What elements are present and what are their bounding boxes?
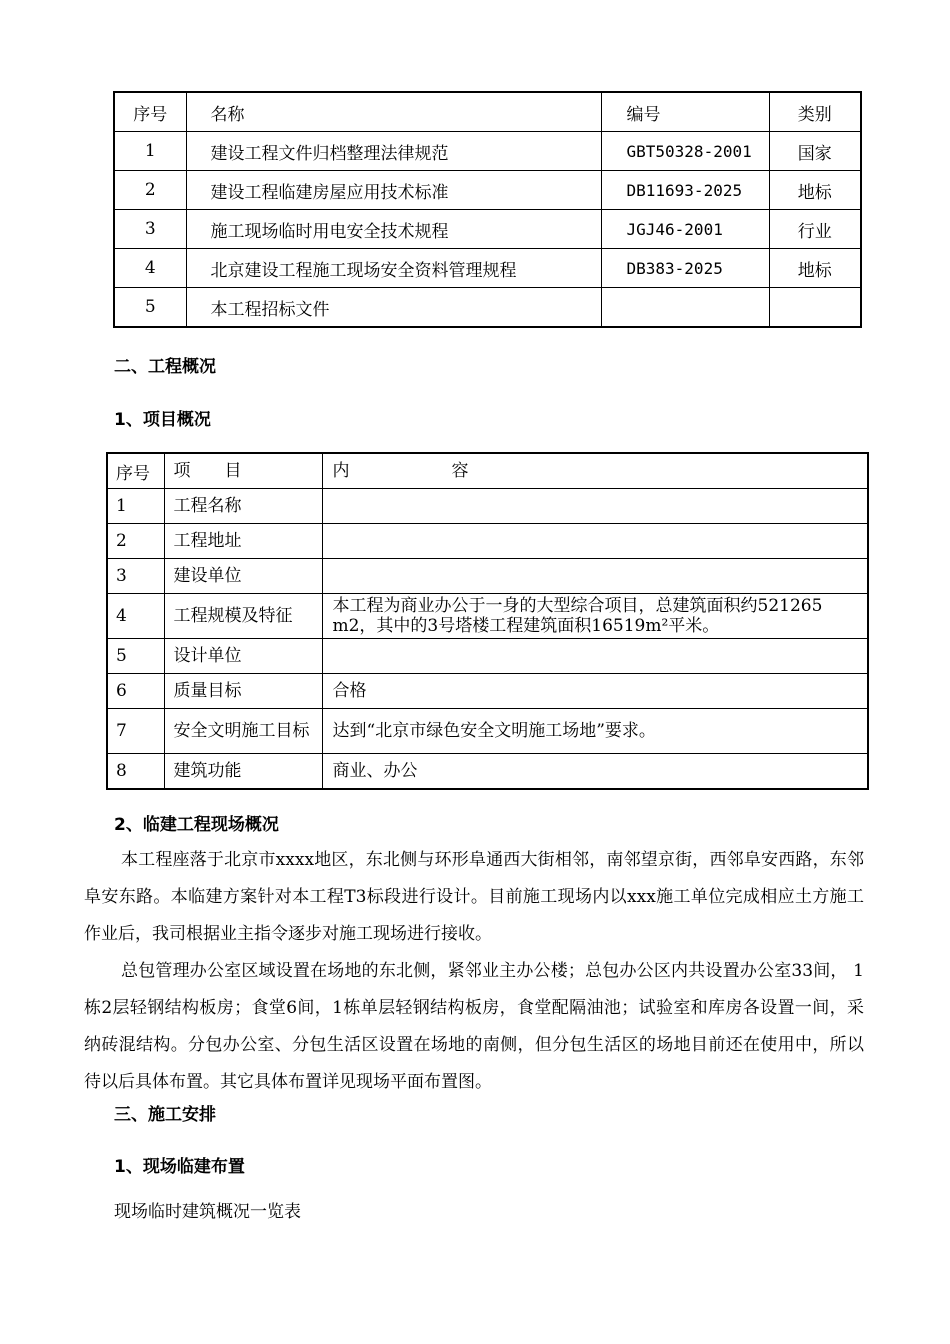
body-paragraph: 总包管理办公室区域设置在场地的东北侧，紧邻业主办公楼；总包办公区内共设置办公室33间， 1栋2层轻钢结构板房；食堂6间，1栋单层轻钢结构板房，食堂配隔油池；试验室和库房各设置一间，采纳砖混结构。分包办公室、分包生活区设置在场地的南侧，但分包生活区的场地目前还在使用中，所以待以后具体布置。其它具体布置详见现场平面布置图。	[84, 961, 864, 1092]
cell-content: 达到“北京市绿色安全文明施工场地”要求。	[322, 709, 868, 754]
cell-code: DB11693-2025	[601, 171, 769, 210]
table-row	[107, 524, 868, 559]
cell-content: 本工程为商业办公于一身的大型综合项目，总建筑面积约521265 m2，其中的3号塔楼工程建筑面积16519m²平米。	[322, 594, 868, 639]
table-caption: 现场临时建筑概况一览表	[114, 1202, 301, 1222]
project-overview-table	[106, 452, 869, 790]
body-paragraph: 本工程座落于北京市xxxx地区，东北侧与环形阜通西大街相邻，南邻望京街，西邻阜安西路，东邻阜安东路。本临建方案针对本工程T3标段进行设计。目前施工现场内以xxx施工单位完成相应土方施工作业后，我司根据业主指令逐步对施工现场进行接收。	[84, 850, 864, 944]
cell-category: 地标	[769, 171, 861, 210]
header-code: 编号	[601, 92, 769, 132]
table-header-row	[114, 92, 861, 132]
cell-content	[322, 639, 868, 674]
cell-item: 设计单位	[164, 639, 322, 674]
cell-content	[322, 559, 868, 594]
table-row	[107, 674, 868, 709]
cell-content: 合格	[322, 674, 868, 709]
cell-content: 商业、办公	[322, 754, 868, 790]
table-row	[114, 288, 861, 328]
cell-name: 施工现场临时用电安全技术规程	[186, 210, 601, 249]
cell-category: 国家	[769, 132, 861, 171]
table-header-row	[107, 453, 868, 489]
table-row	[107, 709, 868, 754]
header-name: 名称	[186, 92, 601, 132]
cell-item: 建筑功能	[164, 754, 322, 790]
cell-no: 5	[114, 288, 186, 328]
table-row	[114, 249, 861, 288]
cell-item: 工程规模及特征	[164, 594, 322, 639]
header-no: 序号	[107, 453, 164, 489]
table-row	[107, 639, 868, 674]
cell-item: 工程名称	[164, 489, 322, 524]
table-row	[114, 171, 861, 210]
cell-name: 建设工程文件归档整理法律规范	[186, 132, 601, 171]
cell-code	[601, 288, 769, 328]
cell-category: 地标	[769, 249, 861, 288]
cell-no: 1	[107, 489, 164, 524]
cell-code: GBT50328-2001	[601, 132, 769, 171]
cell-code: JGJ46-2001	[601, 210, 769, 249]
table-row	[107, 754, 868, 790]
table-row	[107, 489, 868, 524]
cell-no: 1	[114, 132, 186, 171]
cell-content	[322, 524, 868, 559]
cell-name: 北京建设工程施工现场安全资料管理规程	[186, 249, 601, 288]
header-category: 类别	[769, 92, 861, 132]
cell-no: 6	[107, 674, 164, 709]
table-row	[107, 559, 868, 594]
section-heading: 二、工程概况	[114, 357, 216, 377]
header-content: 内 容	[322, 453, 868, 489]
cell-no: 2	[107, 524, 164, 559]
cell-no: 3	[114, 210, 186, 249]
cell-no: 2	[114, 171, 186, 210]
table-row	[114, 132, 861, 171]
cell-item: 质量目标	[164, 674, 322, 709]
cell-no: 5	[107, 639, 164, 674]
cell-no: 8	[107, 754, 164, 790]
cell-item: 建设单位	[164, 559, 322, 594]
table-row	[114, 210, 861, 249]
cell-no: 7	[107, 709, 164, 754]
header-item: 项 目	[164, 453, 322, 489]
cell-item: 工程地址	[164, 524, 322, 559]
subsection-heading: 1、项目概况	[114, 410, 211, 430]
cell-content	[322, 489, 868, 524]
cell-no: 3	[107, 559, 164, 594]
cell-no: 4	[107, 594, 164, 639]
cell-category	[769, 288, 861, 328]
cell-name: 本工程招标文件	[186, 288, 601, 328]
table-row	[107, 594, 868, 639]
cell-category: 行业	[769, 210, 861, 249]
section-heading: 三、施工安排	[114, 1105, 216, 1125]
cell-name: 建设工程临建房屋应用技术标准	[186, 171, 601, 210]
cell-no: 4	[114, 249, 186, 288]
subsection-heading: 2、临建工程现场概况	[114, 815, 279, 835]
cell-code: DB383-2025	[601, 249, 769, 288]
cell-item: 安全文明施工目标	[164, 709, 322, 754]
standards-table	[113, 91, 862, 328]
header-no: 序号	[114, 92, 186, 132]
subsection-heading: 1、现场临建布置	[114, 1157, 245, 1177]
